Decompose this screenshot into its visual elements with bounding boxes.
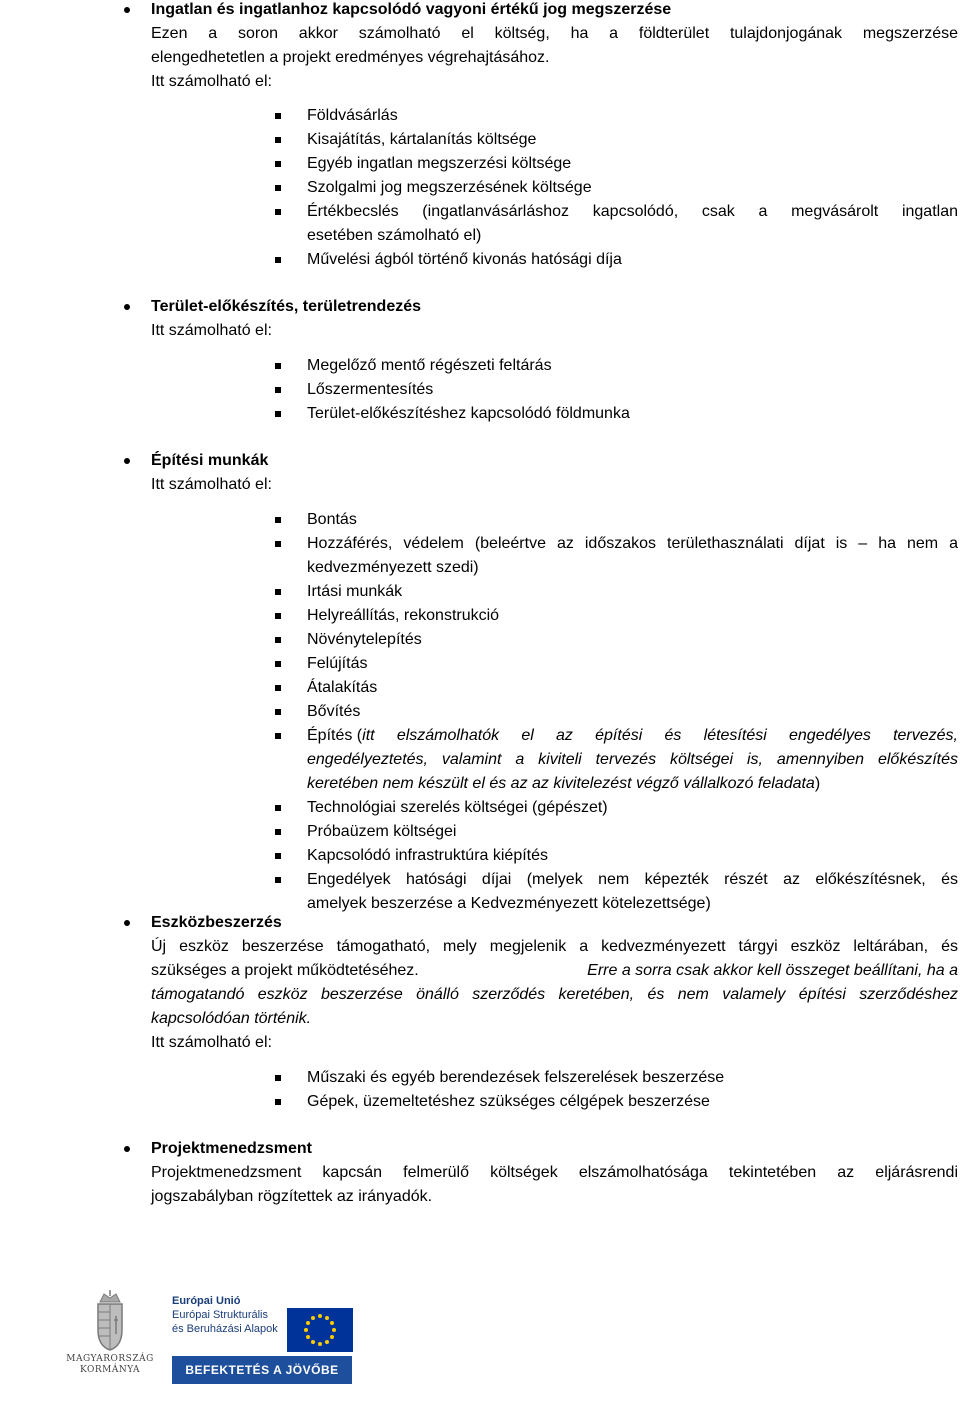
square-bullet <box>275 387 281 393</box>
eu-funds-logo <box>172 1294 412 1390</box>
list-item: Helyreállítás, rekonstrukció <box>307 607 500 624</box>
hungarian-government-text <box>60 1354 160 1376</box>
coat-of-arms-icon <box>60 1290 160 1354</box>
epites-prefix: Építés ( <box>307 727 363 744</box>
square-bullet <box>275 113 281 119</box>
square-bullet <box>275 541 281 547</box>
list-item: Szolgalmi jog megszerzésének költsége <box>307 179 592 196</box>
paragraph-line <box>151 961 958 981</box>
list-item: Hozzáférés, védelem (beleértve az időszakos területhasználati díjat is – ha nem a <box>307 535 958 552</box>
list-item: Bővítés <box>307 703 361 720</box>
square-bullet <box>275 637 281 643</box>
eu-line3: és Beruházási Alapok <box>172 1323 278 1335</box>
paragraph-line: Ezen a soron akkor számolható el költség, ha a földterület tulajdonjogának megszerzése <box>151 25 958 42</box>
epites-line2: engedélyeztetés, valamint a kiviteli tervezés költségei is, amennyiben előkészítés <box>307 751 958 768</box>
paragraph-line: Új eszköz beszerzése támogatható, mely megjelenik a kedvezményezett tárgyi eszköz leltárában, és <box>151 938 958 955</box>
list-item: Technológiai szerelés költségei (gépészet) <box>307 799 608 816</box>
section-title-epitesi: Építési munkák <box>151 452 269 469</box>
epites-line3 <box>307 774 958 794</box>
list-item: Kisajátítás, kártalanítás költsége <box>307 131 537 148</box>
square-bullet <box>275 209 281 215</box>
paragraph-line-italic: támogatandó eszköz beszerzése önálló szerződés keretében, és nem valamely építési szerződéshez <box>151 986 958 1003</box>
paragraph-line-italic: kapcsolódóan történik. <box>151 1010 312 1027</box>
hungarian-government-logo <box>60 1290 160 1390</box>
list-item-continuation: esetében számolható el) <box>307 227 482 244</box>
list-item: Bontás <box>307 511 357 528</box>
paragraph-line: jogszabályban rögzítettek az irányadók. <box>151 1188 433 1205</box>
epites-line1: itt elszámolhatók el az építési és létesítési engedélyes tervezés, <box>362 727 958 744</box>
square-bullet <box>275 137 281 143</box>
list-item-continuation: amelyek beszerzése a Kedvezményezett kötelezettsége) <box>307 895 711 912</box>
list-item: Terület-előkészítéshez kapcsolódó földmunka <box>307 405 630 422</box>
eu-flag-icon <box>287 1308 353 1352</box>
square-bullet <box>275 709 281 715</box>
list-item: Műszaki és egyéb berendezések felszerelések beszerzése <box>307 1069 725 1086</box>
bullet-dot <box>124 1146 130 1152</box>
list-item: Egyéb ingatlan megszerzési költsége <box>307 155 572 172</box>
epites-suffix: ) <box>814 775 821 792</box>
bullet-dot <box>124 304 130 310</box>
section-title-projektmenedzsment: Projektmenedzsment <box>151 1140 312 1157</box>
paragraph-italic: Erre a sorra csak akkor kell összeget beállítani, ha a <box>587 962 958 979</box>
square-bullet <box>275 161 281 167</box>
square-bullet <box>275 257 281 263</box>
list-item: Gépek, üzemeltetéshez szükséges célgépek beszerzése <box>307 1093 710 1110</box>
bullet-dot <box>124 7 130 13</box>
square-bullet <box>275 733 281 739</box>
hu-line1: MAGYARORSZÁG <box>66 1354 154 1364</box>
square-bullet <box>275 661 281 667</box>
square-bullet <box>275 853 281 859</box>
list-item: Földvásárlás <box>307 107 398 124</box>
list-item: Értékbecslés (ingatlanvásárláshoz kapcsolódó, csak a megvásárolt ingatlan <box>307 203 958 220</box>
list-item-continuation: kedvezményezett szedi) <box>307 559 479 576</box>
eu-text <box>172 1294 278 1336</box>
list-item: Megelőző mentő régészeti feltárás <box>307 357 552 374</box>
square-bullet <box>275 1075 281 1081</box>
section-title-eszkoz: Eszközbeszerzés <box>151 914 282 931</box>
intro-label: Itt számolható el: <box>151 476 272 493</box>
square-bullet <box>275 185 281 191</box>
square-bullet <box>275 363 281 369</box>
square-bullet <box>275 685 281 691</box>
square-bullet <box>275 805 281 811</box>
bullet-dot <box>124 920 130 926</box>
epites-line3-text: keretében nem készült el és az az kivitelezést végző vállalkozó feladata <box>307 775 815 792</box>
eu-stars-icon <box>287 1308 353 1352</box>
hu-line2: KORMÁNYA <box>80 1365 140 1375</box>
square-bullet <box>275 1099 281 1105</box>
eu-line2: Európai Strukturális <box>172 1309 268 1321</box>
list-item: Próbaüzem költségei <box>307 823 457 840</box>
paragraph-line: elengedhetetlen a projekt eredményes végrehajtásához. <box>151 49 550 66</box>
list-item-epites <box>307 726 958 746</box>
square-bullet <box>275 829 281 835</box>
list-item: Művelési ágból történő kivonás hatósági díja <box>307 251 622 268</box>
list-item: Irtási munkák <box>307 583 403 600</box>
list-item: Engedélyek hatósági díjai (melyek nem képezték részét az előkészítésnek, és <box>307 871 958 888</box>
list-item: Átalakítás <box>307 679 378 696</box>
footer-logos <box>60 1290 390 1390</box>
bullet-dot <box>124 458 130 464</box>
list-item: Növénytelepítés <box>307 631 422 648</box>
square-bullet <box>275 613 281 619</box>
list-item: Felújítás <box>307 655 368 672</box>
intro-label: Itt számolható el: <box>151 1034 272 1051</box>
square-bullet <box>275 877 281 883</box>
eu-line1: Európai Unió <box>172 1295 241 1307</box>
square-bullet <box>275 517 281 523</box>
invest-banner: BEFEKTETÉS A JÖVŐBE <box>172 1356 352 1384</box>
paragraph-line: Projektmenedzsment kapcsán felmerülő költségek elszámolhatósága tekintetében az eljárásrendi <box>151 1164 958 1181</box>
section-title-ingatlan: Ingatlan és ingatlanhoz kapcsolódó vagyoni értékű jog megszerzése <box>151 1 672 18</box>
intro-label: Itt számolható el: <box>151 322 272 339</box>
intro-label: Itt számolható el: <box>151 73 272 90</box>
list-item: Lőszermentesítés <box>307 381 434 398</box>
section-title-terulet: Terület-előkészítés, területrendezés <box>151 298 422 315</box>
paragraph-plain: szükséges a projekt működtetéséhez. <box>151 962 419 979</box>
square-bullet <box>275 589 281 595</box>
list-item: Kapcsolódó infrastruktúra kiépítés <box>307 847 549 864</box>
square-bullet <box>275 411 281 417</box>
